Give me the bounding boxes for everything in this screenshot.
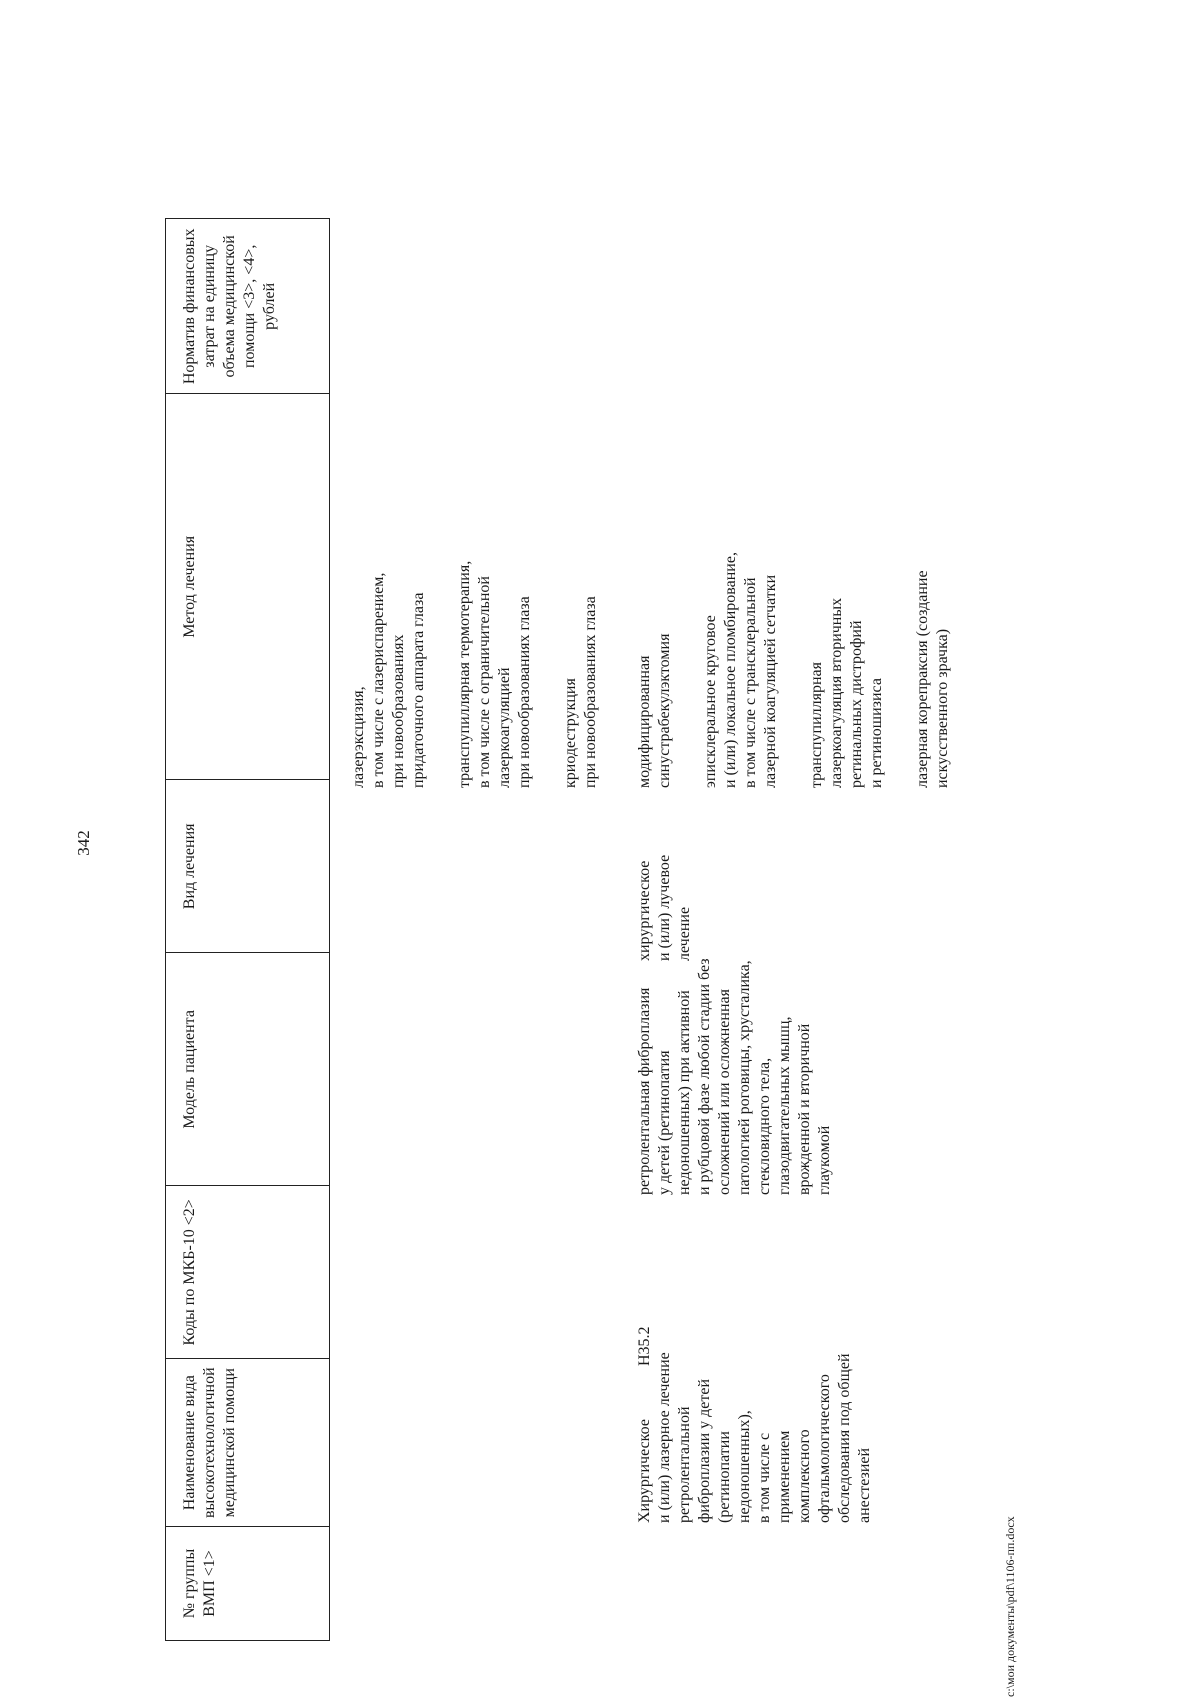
treatment-type-line: и (или) лучевое (656, 854, 673, 961)
treatment-type-cell (635, 791, 695, 961)
method-line: лазеркоагуляцией (496, 667, 513, 788)
vmp-name-line: Хирургическое (636, 1419, 653, 1523)
header-patient-model: Модель пациента (166, 953, 330, 1186)
vmp-name-cell (635, 1343, 875, 1523)
method-line: криодеструкция (562, 678, 579, 788)
rotated-table-region (165, 81, 1065, 1641)
header-cost-norm: Норматив финансовых затрат на единицу объема медицинской помощи <3>, <4>, рублей (166, 219, 330, 394)
vmp-name-line: (ретинопатии (716, 1431, 733, 1523)
vmp-name-line: в том числе с применением (756, 1430, 793, 1523)
header-vmp-name: Наименование вида высокотехнологичной медицинской помощи (166, 1359, 330, 1527)
patient-model-cell (635, 935, 835, 1195)
method-line: в том числе с трансклеральной (742, 577, 759, 788)
method-line: лазеркоагуляция вторичных (828, 597, 845, 788)
vmp-name-line: недоношенных), (736, 1410, 753, 1523)
footer-file-path: c:\мои документы\pdf\1106-пп.docx (1003, 1516, 1017, 1697)
vmp-name-line: анестезией (856, 1447, 873, 1523)
header-mkb-codes: Коды по МКБ-10 <2> (166, 1186, 330, 1359)
vmp-name-line: фиброплазии у детей (696, 1378, 713, 1523)
treatment-type-line: лечение (676, 906, 693, 961)
method-line: модифицированная (636, 655, 653, 788)
treatment-methods-cell (635, 398, 953, 788)
method-line: в том числе с ограничительной (476, 576, 493, 788)
patient-model-line: стекловидного тела, (756, 1057, 773, 1195)
method-line: лазерная корепраксия (создание (914, 570, 931, 788)
method-line: транспупиллярная (808, 662, 825, 788)
mkb-code-cell (635, 1206, 655, 1366)
vmp-name-line: обследования под общей (836, 1353, 853, 1523)
patient-model-line: ретролентальная фиброплазия (636, 987, 653, 1195)
header-treatment-method: Метод лечения (166, 394, 330, 780)
method-line: лазерэксцизия, (350, 686, 367, 788)
method-line: и ретиношизиса (868, 678, 885, 788)
header-group-number: № группы ВМП <1> (166, 1527, 330, 1641)
patient-model-line: глаукомой (816, 1125, 833, 1195)
method-line: при новообразованиях глаза (516, 596, 533, 788)
patient-model-line: глазодвигательных мышц, (776, 1016, 793, 1195)
method-line: искусственного зрачка) (934, 628, 951, 788)
patient-model-line: у детей (ретинопатия (656, 1050, 673, 1195)
vmp-name-line: офтальмологического (816, 1374, 833, 1523)
treatment-type-line: хирургическое (636, 860, 653, 961)
method-line: транспупиллярная термотерапия, (456, 560, 473, 788)
method-line: синустрабекулэктомия (656, 633, 673, 788)
header-treatment-type: Вид лечения (166, 780, 330, 953)
vmp-name-line: комплексного (796, 1429, 813, 1523)
patient-model-line: осложнений или осложненная (716, 989, 733, 1195)
continuation-methods (349, 398, 601, 788)
table-header-row (166, 219, 330, 1641)
patient-model-line: и рубцовой фазе любой стадии без (696, 958, 713, 1195)
method-line: при новообразованиях (390, 634, 407, 788)
vmp-name-line: ретролентальной (676, 1406, 693, 1523)
mkb-code: H35.2 (636, 1326, 653, 1366)
method-line: при новообразованиях глаза (582, 596, 599, 788)
method-line: придаточного аппарата глаза (410, 592, 427, 788)
vmp-table (165, 218, 330, 1641)
method-line: эписклеральное круговое (702, 615, 719, 788)
patient-model-line: недоношенных) при активной (676, 990, 693, 1195)
method-line: в том числе с лазериспарением, (370, 572, 387, 788)
method-line: ретинальных дистрофий (848, 620, 865, 788)
page-number: 342 (74, 830, 93, 856)
patient-model-line: патологией роговицы, хрусталика, (736, 960, 753, 1195)
method-line: лазерной коагуляцией сетчатки (762, 574, 779, 788)
method-line: и (или) локальное пломбирование, (722, 552, 739, 788)
patient-model-line: врожденной и вторичной (796, 1023, 813, 1195)
vmp-name-line: и (или) лазерное лечение (656, 1352, 673, 1523)
